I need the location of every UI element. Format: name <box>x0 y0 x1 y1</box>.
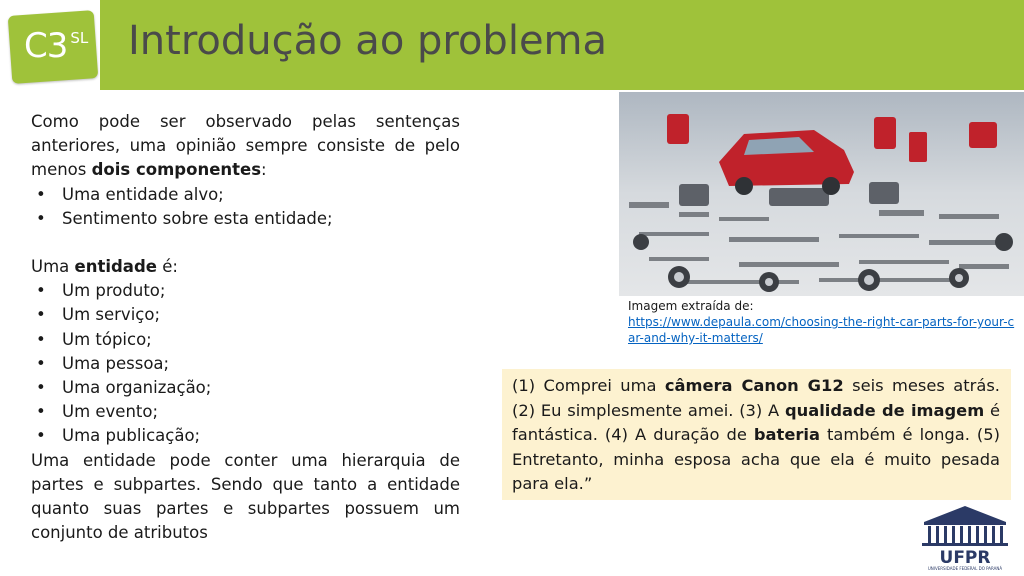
list-item: • Uma pessoa; <box>31 352 460 376</box>
logo-sub: SL <box>70 29 89 47</box>
list-item: • Uma organização; <box>31 376 460 400</box>
intro-text: Como pode ser observado pelas sentenças anteriores, uma opinião sempre consiste de pelo menos <box>31 112 460 180</box>
list-item: • Um tópico; <box>31 328 460 352</box>
entity-heading-bold: entidade <box>74 257 157 277</box>
page-title: Introdução ao problema <box>128 18 608 64</box>
ufpr-logo-text: UFPR <box>939 548 991 568</box>
quote-bold: câmera Canon G12 <box>664 376 844 395</box>
quote-bold: bateria <box>753 425 820 444</box>
list-item: • Um serviço; <box>31 303 460 327</box>
entity-heading-pre: Uma <box>31 257 75 277</box>
list-item: • Um produto; <box>31 279 460 303</box>
quote-text <box>512 374 1000 497</box>
c3sl-logo-text <box>24 18 94 66</box>
list-item: • Uma entidade alvo; <box>31 183 460 207</box>
list-item: • Sentimento sobre esta entidade; <box>31 207 460 231</box>
intro-paragraph <box>31 110 460 183</box>
ufpr-logo <box>918 502 1012 572</box>
ufpr-logo-subtitle: UNIVERSIDADE FEDERAL DO PARANÁ <box>927 566 1003 571</box>
components-list <box>31 183 460 231</box>
intro-bold: dois componentes <box>91 160 262 180</box>
entity-types-list <box>31 279 460 448</box>
logo-main: C3 <box>24 26 68 66</box>
body-text <box>31 110 460 545</box>
quote-bold: qualidade de imagem <box>784 400 985 420</box>
image-source-label: Imagem extraída de: <box>628 299 754 313</box>
quote-part: seis meses atrás. (2) Eu simplesmente amei. (3) A <box>512 376 1000 420</box>
car-parts-photo <box>619 92 1024 296</box>
list-item: • Uma publicação; <box>31 424 460 448</box>
intro-end: : <box>261 160 267 180</box>
entity-heading-post: é: <box>156 257 178 277</box>
entity-heading <box>31 255 460 279</box>
quote-part: é fantástica. (4) A duração de <box>512 400 1000 444</box>
example-quote-box <box>502 369 1011 500</box>
image-source-link[interactable]: https://www.depaula.com/choosing-the-right-car-parts-for-your-car-and-why-it-matters/ <box>628 315 1015 345</box>
car-parts-illustration <box>619 92 1024 296</box>
closing-paragraph: Uma entidade pode conter uma hierarquia de partes e subpartes. Sendo que tanto a entidade quanto suas partes e subpartes possuem um conjunto de atributos <box>31 450 460 543</box>
quote-part: (1) Comprei uma <box>512 376 665 395</box>
quote-part: também é longa. (5) Entretanto, minha esposa acha que ela é muito pesada para ela.” <box>512 425 1000 493</box>
list-item: • Um evento; <box>31 400 460 424</box>
